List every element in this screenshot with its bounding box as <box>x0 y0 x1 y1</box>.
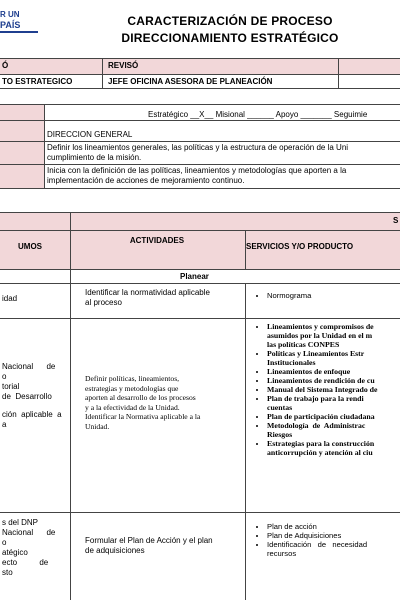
row2-activity-line: aporten al desarrollo de los procesos <box>85 393 196 402</box>
row1-output-item: • Normograma <box>267 291 400 300</box>
row2-input-line: a <box>2 420 7 429</box>
row2-output-item: • Plan de participación ciudadana <box>267 412 400 421</box>
row2-input-line: de Desarrollo <box>2 392 52 401</box>
row2-output-item: • Manual del Sistema Integrado de <box>267 385 400 394</box>
approval-col1-header: Ó <box>2 61 9 70</box>
row2-activity-line: Identificar la Normativa aplicable a la <box>85 412 201 421</box>
process-objective-line1: Definir los lineamientos generales, las políticas y la estructura de operación de la Uni <box>47 143 349 152</box>
row2-input-line: o <box>2 372 7 381</box>
row2-input-line: ción aplicable a <box>2 410 62 419</box>
column-header-activities: ACTIVIDADES <box>129 236 185 245</box>
row2-activity-line: Definir políticas, lineamientos, <box>85 374 180 383</box>
row2-output-item: • Políticas y Lineamientos Estr Institucionales <box>267 349 400 367</box>
type-label-band <box>0 105 44 120</box>
row1-activity-line2: al proceso <box>85 298 122 307</box>
process-objective-line2: cumplimiento de la misión. <box>47 153 142 162</box>
row2-output-item: • Lineamientos de enfoque <box>267 367 400 376</box>
approval-col1-value: TO ESTRATEGICO <box>2 77 73 86</box>
row3-inputs <box>2 518 55 578</box>
row2-activity-line: Unidad. <box>85 421 110 431</box>
row2-outputs <box>252 322 400 457</box>
process-type-line: Estratégico __X__ Misional ______ Apoyo _______ Seguimie <box>148 110 368 119</box>
row1-outputs <box>252 291 400 300</box>
process-leader: DIRECCION GENERAL <box>47 130 133 139</box>
row3-input-line: atégico <box>2 548 28 557</box>
row3-output-item: • Plan de acción <box>267 522 400 531</box>
row3-output-item: • Plan de Adquisiciones <box>267 531 400 540</box>
row2-activity <box>85 374 243 431</box>
row3-input-line: sto <box>2 568 13 577</box>
column-header-inputs: UMOS <box>18 242 42 251</box>
logo-text-line1: R UN <box>0 10 20 19</box>
row2-activity-line: y a la efectividad de la Unidad. <box>85 402 180 412</box>
table-header-top-right: S <box>393 216 399 225</box>
row3-input-line: ecto de <box>2 558 49 567</box>
row3-input-line: o <box>2 538 7 547</box>
approval-col2-header: REVISÓ <box>108 61 139 70</box>
row2-input-line: Nacional de <box>2 362 56 371</box>
row2-output-item: • Lineamientos de rendición de cu <box>267 376 400 385</box>
process-scope-line2: implementación de acciones de mejoramiento continuo. <box>47 176 245 185</box>
row2-activity-line: estrategias y metodologías que <box>85 383 179 393</box>
process-scope-line1: Inicia con la definición de las políticas, lineamientos y metodologías que aporten a la <box>47 166 347 175</box>
row2-output-item: • Metodología de Administrac Riesgos <box>267 421 400 439</box>
row1-activity-line1: Identificar la normatividad aplicable <box>85 288 210 297</box>
row3-input-line: s del DNP <box>2 518 39 527</box>
document-title-line2: DIRECCIONAMIENTO ESTRATÉGICO <box>121 31 339 45</box>
document-title-line1: CARACTERIZACIÓN DE PROCESO <box>127 14 333 28</box>
approval-header-band <box>0 58 400 74</box>
row2-input-line: torial <box>2 382 20 391</box>
row2-output-item: • Estrategias para la construcción anticorrupción y atención al ciu <box>267 439 400 457</box>
logo <box>0 0 42 56</box>
row3-outputs <box>252 522 400 558</box>
row2-output-item: • Lineamientos y compromisos de asumidos por la Unidad en el m las políticas CONPES <box>267 322 400 349</box>
row3-output-item: • Identificación de necesidad recursos <box>267 540 400 558</box>
row3-activity-line1: Formular el Plan de Acción y el plan <box>85 536 213 545</box>
column-header-outputs: SERVICIOS Y/O PRODUCTO <box>246 242 354 251</box>
row2-output-item: • Plan de trabajo para la rendi cuentas <box>267 394 400 412</box>
row3-activity-line2: de adquisiciones <box>85 546 145 555</box>
logo-text-line2: PAÍS <box>0 20 21 30</box>
row2-inputs <box>2 362 62 430</box>
row1-input: idad <box>2 294 18 303</box>
info-label-band <box>0 120 44 188</box>
logo-underline <box>0 31 38 33</box>
approval-col2-value: JEFE OFICINA ASESORA DE PLANEACIÓN <box>108 77 273 86</box>
section-planear: Planear <box>180 272 209 281</box>
row3-input-line: Nacional de <box>2 528 56 537</box>
